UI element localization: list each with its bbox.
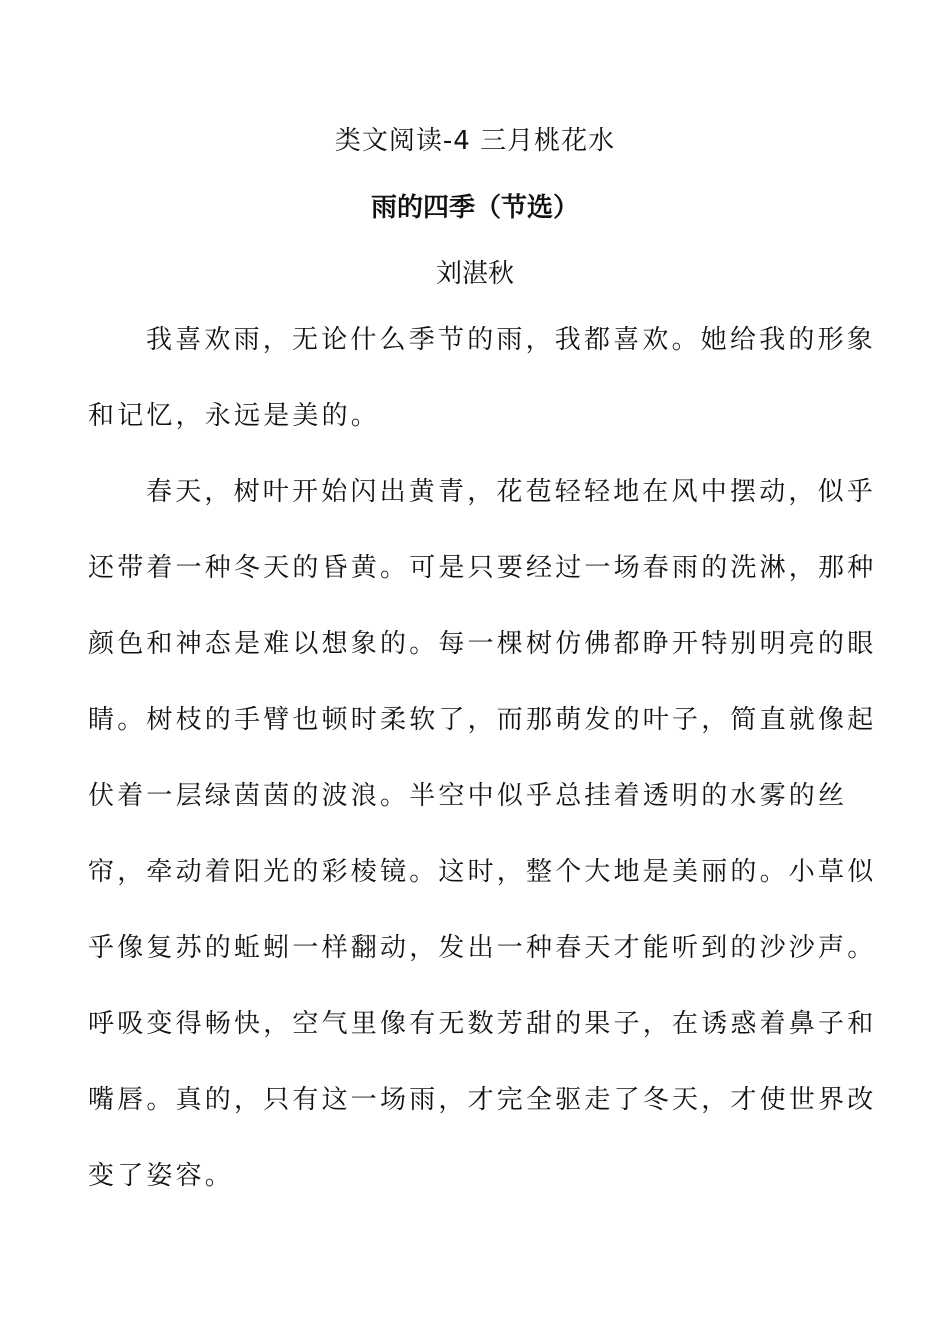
paragraph: 我喜欢雨，无论什么季节的雨，我都喜欢。她给我的形象和记忆，永远是美的。 <box>88 325 877 431</box>
document-title: 类文阅读-4 三月桃花水 <box>334 126 616 156</box>
article-body <box>88 302 878 1214</box>
author-name: 刘湛秋 <box>435 259 514 289</box>
article-title: 雨的四季（节选） <box>370 193 579 223</box>
paragraph: 春天，树叶开始闪出黄青，花苞轻轻地在风中摆动，似乎还带着一种冬天的昏黄。可是只要经过一场春雨的洗淋，那种颜色和神态是难以想象的。每一棵树仿佛都睁开特别明亮的眼睛。树枝的手臂也顿时柔软了，而那萌发的叶子，简直就像起伏着一层绿茵茵的波浪。半空中似乎总挂着透明的水雾的丝帘，牵动着阳光的彩棱镜。这时，整个大地是美丽的。小草似乎像复苏的蚯蚓一样翻动，发出一种春天才能听到的沙沙声。呼吸变得畅快，空气里像有无数芳甜的果子，在诱惑着鼻子和嘴唇。真的，只有这一场雨，才完全驱走了冬天，才使世界改变了姿容。 <box>88 477 877 1191</box>
